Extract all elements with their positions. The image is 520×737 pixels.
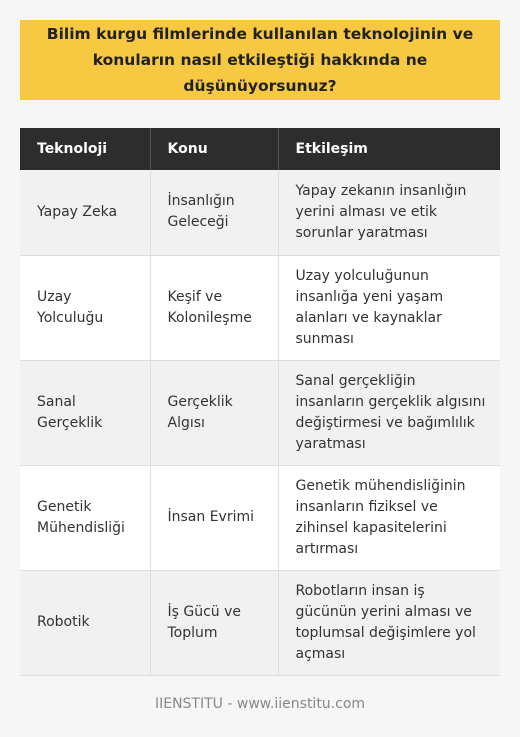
cell-technology: Sanal Gerçeklik xyxy=(20,360,150,465)
technology-table xyxy=(20,128,500,676)
cell-technology: Uzay Yolculuğu xyxy=(20,255,150,360)
table-row xyxy=(20,255,500,360)
cell-topic: İnsanlığın Geleceği xyxy=(150,170,278,255)
cell-technology: Yapay Zeka xyxy=(20,170,150,255)
cell-interaction: Yapay zekanın insanlığın yerini alması ve etik sorunlar yaratması xyxy=(278,170,500,255)
cell-interaction: Genetik mühendisliğinin insanların fiziksel ve zihinsel kapasitelerini artırması xyxy=(278,465,500,570)
table-row xyxy=(20,465,500,570)
cell-topic: Gerçeklik Algısı xyxy=(150,360,278,465)
table-row xyxy=(20,170,500,255)
column-header-interaction: Etkileşim xyxy=(278,128,500,170)
page-title xyxy=(30,21,490,99)
cell-topic: İş Gücü ve Toplum xyxy=(150,570,278,675)
title-line-1: Bilim kurgu filmlerinde kullanılan teknolojinin ve xyxy=(46,25,474,43)
table-row xyxy=(20,360,500,465)
cell-interaction: Robotların insan iş gücünün yerini alması ve toplumsal değişimlere yol açması xyxy=(278,570,500,675)
question-banner xyxy=(20,20,500,100)
footer-credit: IIENSTITU - www.iienstitu.com xyxy=(154,696,366,712)
title-line-2: konuların nasıl etkileştiği hakkında ne düşünüyorsunuz? xyxy=(92,51,428,95)
column-header-technology: Teknoloji xyxy=(20,128,150,170)
cell-technology: Robotik xyxy=(20,570,150,675)
table-row xyxy=(20,570,500,675)
cell-interaction: Uzay yolculuğunun insanlığa yeni yaşam alanları ve kaynaklar sunması xyxy=(278,255,500,360)
cell-interaction: Sanal gerçekliğin insanların gerçeklik algısını değiştirmesi ve bağımlılık yaratması xyxy=(278,360,500,465)
table-header-row xyxy=(20,128,500,170)
column-header-topic: Konu xyxy=(150,128,278,170)
cell-topic: Keşif ve Kolonileşme xyxy=(150,255,278,360)
cell-technology: Genetik Mühendisliği xyxy=(20,465,150,570)
cell-topic: İnsan Evrimi xyxy=(150,465,278,570)
